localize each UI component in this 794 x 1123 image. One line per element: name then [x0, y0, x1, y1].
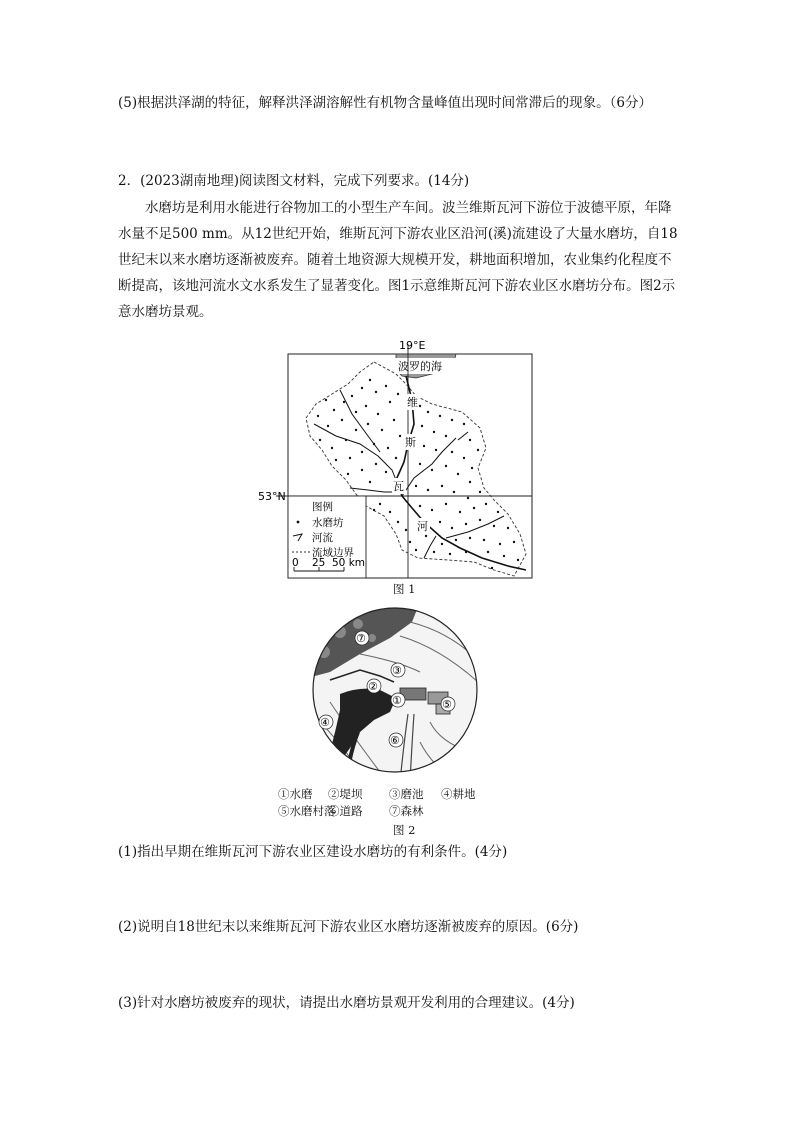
fig2-legend-village: ⑤水磨村落	[278, 804, 336, 818]
figure-1-caption: 图 1	[393, 582, 416, 596]
scale-label: 0	[292, 557, 299, 569]
river-char: 河	[417, 520, 428, 533]
river-char: 维	[407, 396, 418, 409]
scale-label: 25	[312, 557, 326, 569]
scale-label: 50 km	[332, 557, 366, 569]
lon-label: 19°E	[399, 340, 426, 352]
question-1: (1)指出早期在维斯瓦河下游农业区建设水磨坊的有利条件。(4分)	[118, 844, 508, 860]
fig2-legend-mill: ①水磨	[278, 787, 313, 801]
marker-forest: ⑦	[356, 632, 366, 645]
fig2-legend-forest: ⑦森林	[389, 804, 424, 818]
legend-mill: 水磨坊	[312, 517, 344, 529]
question-2-header: 2．(2023湖南地理)阅读图文材料，完成下列要求。(14分)	[118, 173, 470, 189]
figure-2-caption: 图 2	[393, 823, 416, 837]
sea-label: 波罗的海	[398, 360, 442, 373]
legend-title: 图例	[312, 501, 333, 513]
intro-text: 水磨坊是利用水能进行谷物加工的小型生产车间。波兰维斯瓦河下游位于波德平原，年降水量不足500 mm。从12世纪开始，维斯瓦河下游农业区沿河(溪)流建设了大量水磨坊，自18世纪末以来水磨坊逐渐被废弃。随着土地资源大规模开发，耕地面积增加，农业集约化程度不断提高，该地河流水文水系发生了显著变化。图1示意维斯瓦河下游农业区水磨坊分布。图2示意水磨坊景观。	[118, 200, 678, 320]
marker-mill: ①	[392, 694, 402, 707]
marker-pond: ③	[392, 664, 402, 677]
fig2-legend-farmland: ④耕地	[441, 787, 476, 801]
marker-village: ⑤	[442, 698, 452, 711]
intro-paragraph	[118, 195, 684, 325]
question-3: (3)针对水磨坊被废弃的现状，请提出水磨坊景观开发利用的合理建议。(4分)	[118, 995, 575, 1011]
figure-1-map	[256, 340, 536, 600]
river-char: 瓦	[393, 480, 404, 493]
legend-river: 河流	[312, 532, 333, 544]
marker-dam: ②	[368, 680, 378, 693]
question-2: (2)说明自18世纪末以来维斯瓦河下游农业区水磨坊逐渐被废弃的原因。(6分)	[118, 919, 579, 935]
river-char: 斯	[405, 436, 416, 449]
fig2-legend-road: ⑥道路	[328, 804, 363, 818]
lat-label: 53°N	[258, 490, 286, 503]
figure-2-landscape	[300, 602, 490, 782]
fig2-legend-pond: ③磨池	[389, 787, 424, 801]
marker-road: ⑥	[390, 734, 400, 747]
legend-boundary: 流域边界	[312, 547, 354, 559]
marker-farmland: ④	[320, 716, 330, 729]
question-5: (5)根据洪泽湖的特征，解释洪泽湖溶解性有机物含量峰值出现时间常滞后的现象。（6分）	[118, 95, 652, 111]
fig2-legend-dam: ②堤坝	[328, 787, 363, 801]
